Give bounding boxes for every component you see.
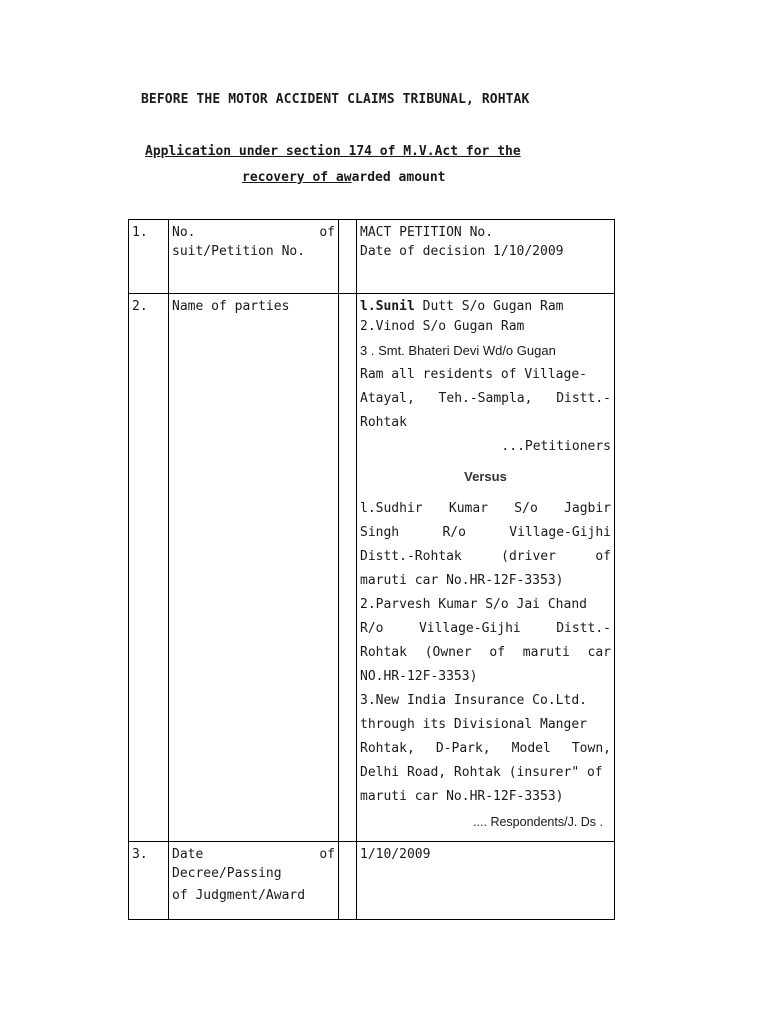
application-title-line2 [242,170,446,185]
respondent-line: Distt.-Rohtak (driver of [360,549,611,564]
label-part: of Judgment/Award [172,888,306,903]
respondent-line: through its Divisional Manger [360,717,587,732]
spacer-cell [339,294,357,842]
application-title-underlined: recovery of aw [242,170,352,185]
respondent-line: 3.New India Insurance Co.Ltd. [360,693,587,708]
label-part: suit/Petition No. [172,244,306,259]
spacer-cell [339,842,357,920]
versus-label: Versus [464,469,507,484]
label-part: Date [172,847,204,862]
label-part: No. [172,225,196,240]
table-row [129,842,615,920]
petitioner-line: 2.Vinod S/o Gugan Ram [360,319,525,334]
petition-number: MACT PETITION No. [360,225,494,240]
petitioner-line: 3 . Smt. Bhateri Devi Wd/o Gugan [360,343,556,358]
row-number: 3. [129,842,169,920]
row-number: 1. [129,220,169,294]
respondent-line: Delhi Road, Rohtak (insurer" of [360,765,603,780]
table-row [129,220,615,294]
spacer-cell [339,220,357,294]
application-title-rest: arded amount [351,170,446,185]
respondents-label: .... Respondents/J. Ds . [473,815,603,829]
respondent-line: Singh R/o Village-Gijhi [360,525,611,540]
row-number: 2. [129,294,169,842]
label-part: of [319,847,335,862]
respondent-line: NO.HR-12F-3353) [360,669,478,684]
label-part: of [319,225,335,240]
row-value [357,220,615,294]
petitioner-line: Atayal, Teh.-Sampla, Distt.- [360,391,611,406]
petitioner-1-number: l.Sunil [360,299,415,314]
details-table [128,219,615,920]
respondent-line: Rohtak, D-Park, Model Town, [360,741,611,756]
table-row [129,294,615,842]
respondent-line: 2.Parvesh Kumar S/o Jai Chand [360,597,587,612]
respondent-line: Rohtak (Owner of maruti car [360,645,611,660]
row-label [169,220,339,294]
petitioner-1-name: Dutt S/o Gugan Ram [414,299,564,314]
decree-date: 1/10/2009 [357,842,615,920]
application-title-line1: Application under section 174 of M.V.Act for the [145,144,521,159]
decision-date: Date of decision 1/10/2009 [360,244,564,259]
respondent-line: l.Sudhir Kumar S/o Jagbir [360,501,611,516]
parties-cell [357,294,615,842]
petitioner-line: Ram all residents of Village- [360,367,587,382]
label-part: Decree/Passing [172,866,282,881]
row-label: Name of parties [169,294,339,842]
respondent-line: maruti car No.HR-12F-3353) [360,573,564,588]
respondent-line: R/o Village-Gijhi Distt.- [360,621,611,636]
respondent-line: maruti car No.HR-12F-3353) [360,789,564,804]
row-label [169,842,339,920]
petitioner-1 [360,297,611,316]
petitioner-line: Rohtak [360,415,407,430]
tribunal-heading: BEFORE THE MOTOR ACCIDENT CLAIMS TRIBUNAL, ROHTAK [141,92,530,107]
petitioners-label: ...Petitioners [501,439,611,454]
